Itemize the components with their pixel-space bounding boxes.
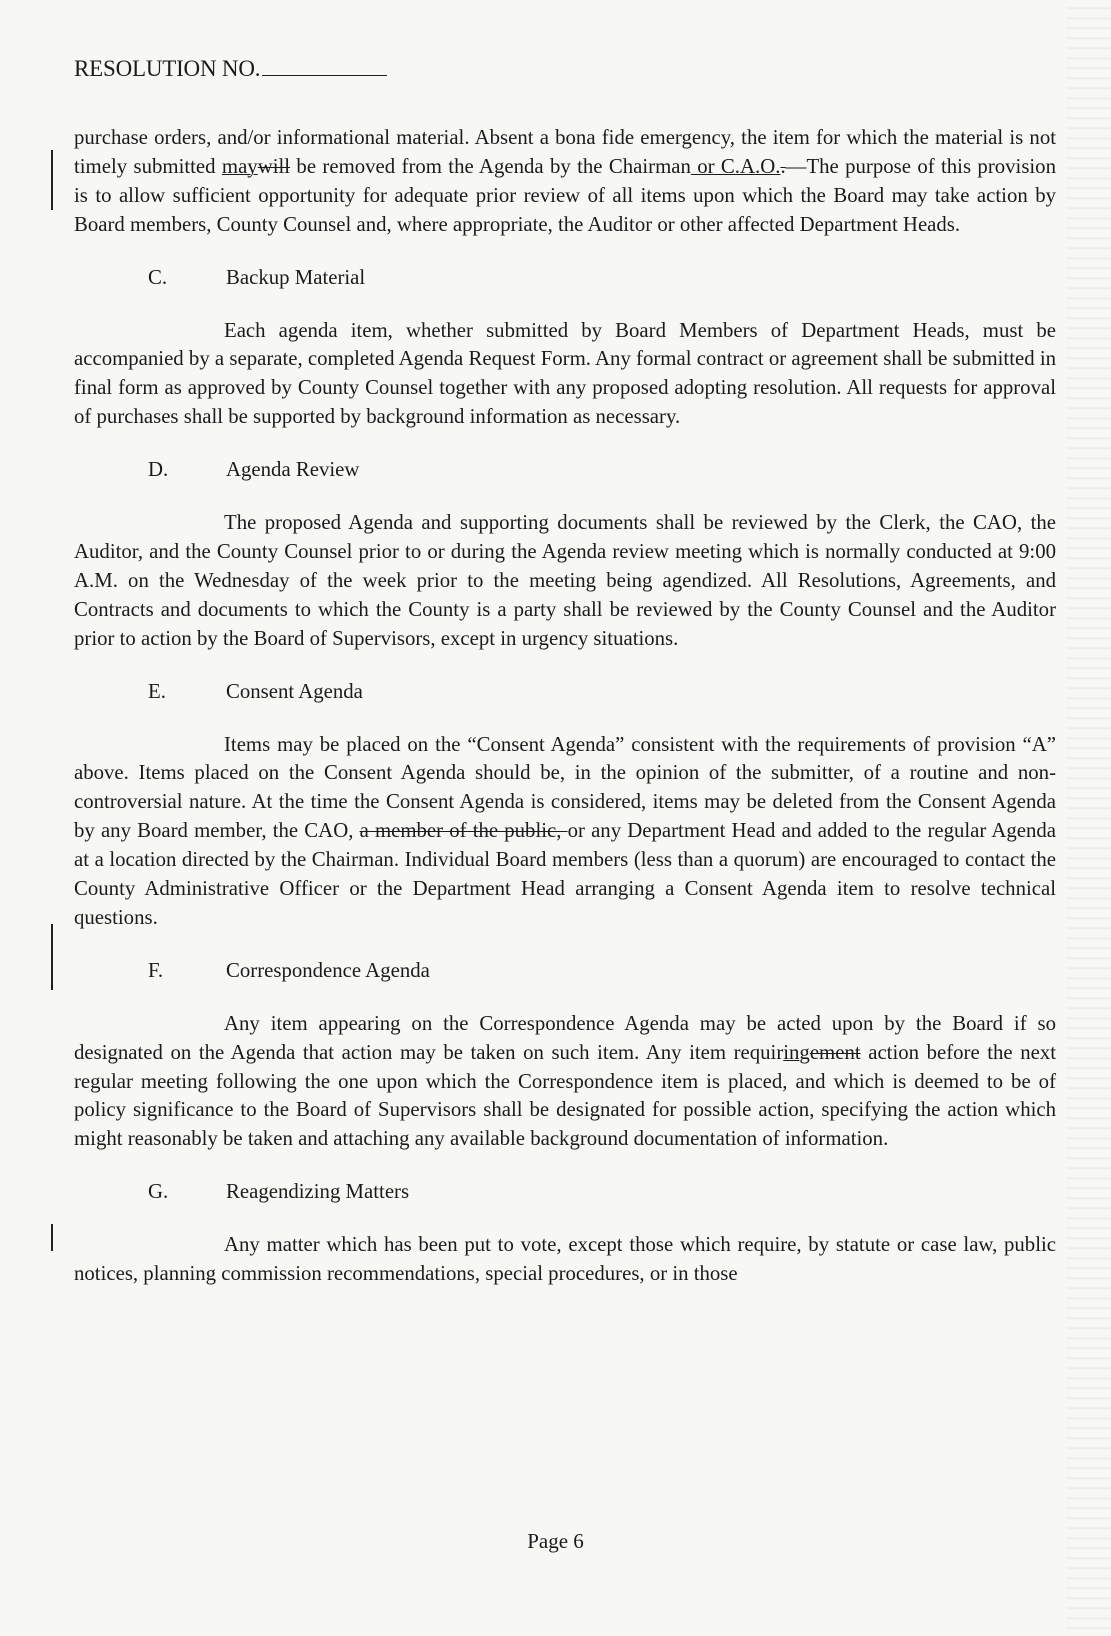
document-body bbox=[74, 124, 1056, 1289]
section-heading-g bbox=[74, 1178, 1056, 1207]
section-letter: F. bbox=[148, 958, 164, 982]
section-f-paragraph: Any item appearing on the Correspondence Agenda may be acted upon by the Board if so designated on the Agenda that action may be taken on such item. Any item requiringement action before the next regular meeting following the one upon which the Correspondence item is placed, and which is deemed to be of policy significance to the Board of Supervisors shall be designated for possible action, specifying the action which might reasonably be taken and attaching any available background documentation of information. bbox=[74, 1011, 1057, 1151]
deleted-text: . bbox=[780, 154, 786, 178]
section-heading-f bbox=[74, 957, 1056, 986]
section-title: Consent Agenda bbox=[226, 679, 363, 703]
section-heading-d bbox=[74, 456, 1056, 485]
section-title: Backup Material bbox=[226, 265, 366, 289]
resolution-header bbox=[74, 56, 387, 82]
section-e-paragraph: Items may be placed on the “Consent Agenda” consistent with the requirements of provision “A” above. Items placed on the Consent Agenda should be, in the opinion of the submitter, of a routine and non-controversial nature. At the time the Consent Agenda is considered, items may be deleted from the Consent Agenda by any Board member, the CAO, a member of the public, or any Department Head and added to the regular Agenda at a location directed by the Chairman. Individual Board members (less than a quorum) are encouraged to contact the County Administrative Officer or the Department Head arranging a Consent Agenda item to resolve technical questions. bbox=[74, 732, 1057, 929]
inserted-text: ing bbox=[783, 1040, 810, 1064]
inserted-text: or C.A.O. bbox=[690, 154, 781, 178]
scan-edge-noise bbox=[1067, 0, 1111, 1636]
inserted-text: may bbox=[221, 154, 258, 178]
revision-bar bbox=[51, 924, 53, 990]
deleted-text: will bbox=[257, 154, 291, 178]
section-c-paragraph: Each agenda item, whether submitted by Board Members of Department Heads, must be accompanied by a separate, completed Agenda Request Form. Any formal contract or agreement shall be submitted in final form as approved by County Counsel together with any proposed adopting resolution. All requests for approval of purchases shall be supported by background information as necessary. bbox=[74, 318, 1056, 429]
section-heading-c bbox=[74, 264, 1056, 293]
section-d-paragraph: The proposed Agenda and supporting documents shall be reviewed by the Clerk, the CAO, the Auditor, and the County Counsel prior to or during the Agenda review meeting which is normally conducted at 9:00 A.M. on the Wednesday of the week prior to the meeting being agendized. All Resolutions, Agreements, and Contracts and documents to which the County is a party shall be reviewed by the County Counsel and the Auditor prior to action by the Board of Supervisors, except in urgency situations. bbox=[74, 511, 1056, 650]
section-letter: E. bbox=[148, 679, 166, 703]
section-title: Agenda Review bbox=[226, 458, 360, 482]
revision-bar bbox=[51, 1224, 53, 1251]
section-title: Correspondence Agenda bbox=[226, 958, 430, 982]
deleted-text: ement bbox=[809, 1040, 861, 1064]
resolution-label: RESOLUTION NO. bbox=[74, 56, 261, 81]
intro-paragraph: purchase orders, and/or informational material. Absent a bona fide emergency, the item for which the material is not timely submitted maywill be removed from the Agenda by the Chairman or C.A.O..—The purpose of this provision is to allow sufficient opportunity for adequate prior review of all items upon which the Board may take action by Board members, County Counsel and, where appropriate, the Auditor or other affected Department Heads. bbox=[74, 126, 1056, 236]
resolution-number-blank bbox=[262, 75, 387, 76]
section-letter: C. bbox=[148, 265, 168, 289]
section-g-paragraph: Any matter which has been put to vote, except those which require, by statute or case law, public notices, planning commission recommendations, special procedures, or in those bbox=[74, 1233, 1056, 1286]
section-title: Reagendizing Matters bbox=[226, 1180, 410, 1204]
section-letter: G. bbox=[148, 1180, 169, 1204]
page-number: Page 6 bbox=[527, 1529, 584, 1553]
deleted-text: a member of the public, bbox=[359, 819, 568, 843]
section-heading-e bbox=[74, 678, 1056, 707]
section-letter: D. bbox=[148, 458, 169, 482]
revision-bar bbox=[51, 150, 53, 210]
